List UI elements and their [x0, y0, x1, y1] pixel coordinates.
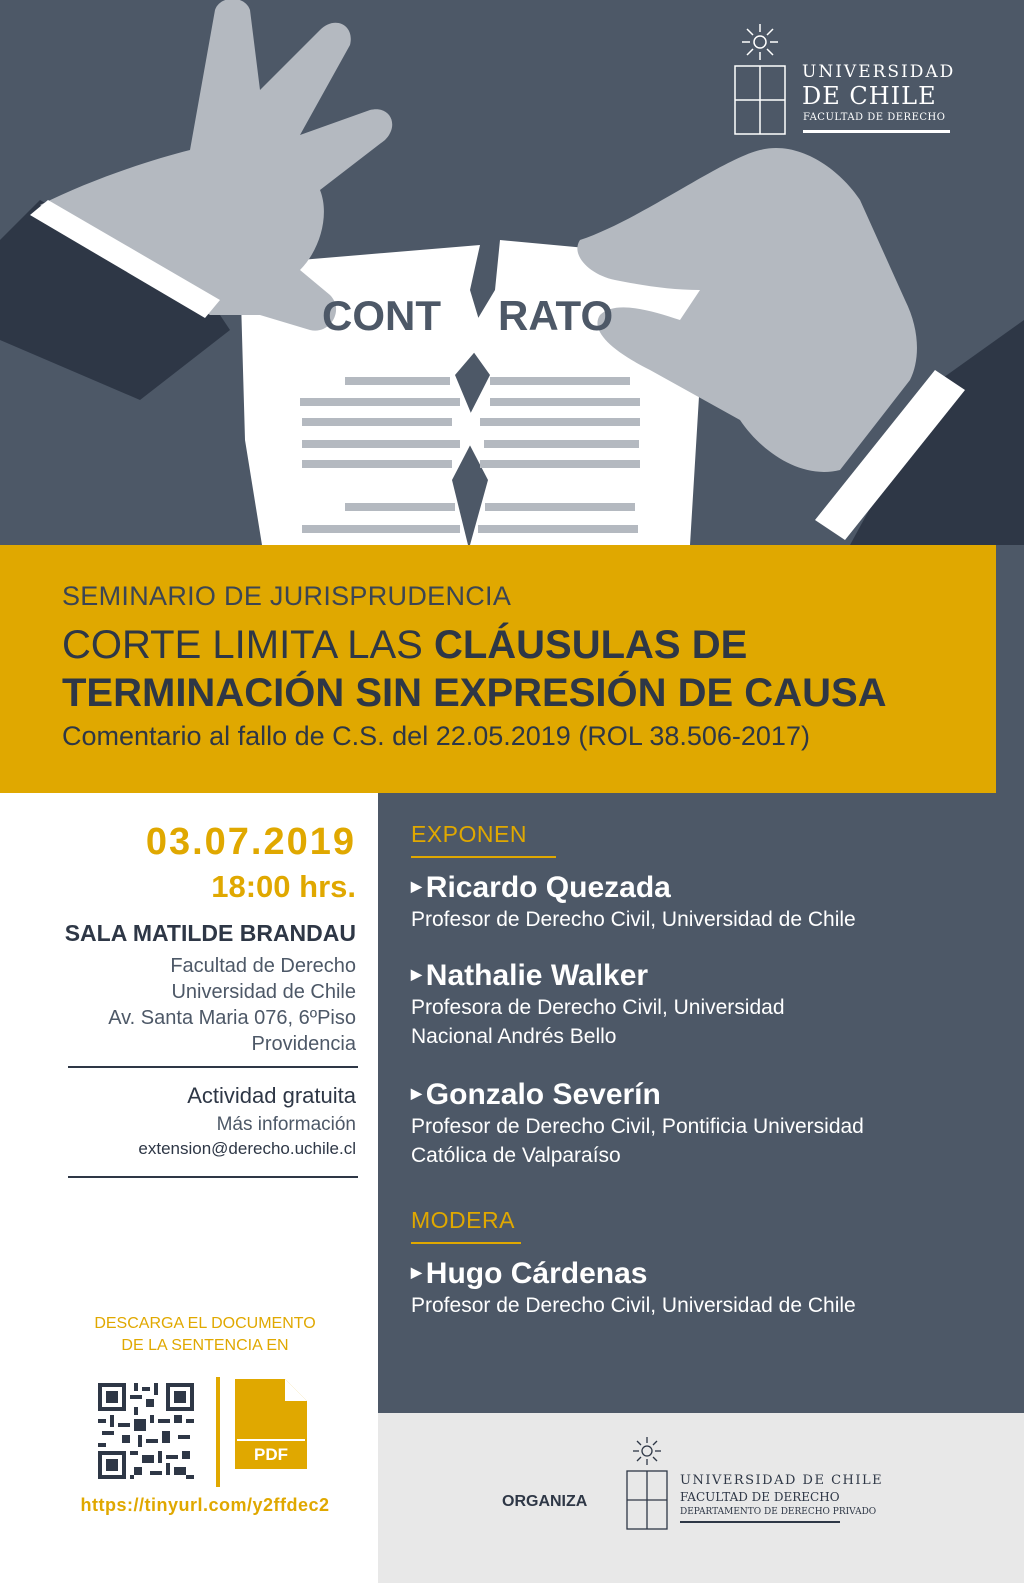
more-info-label: Más información	[216, 1114, 356, 1135]
moderator-heading: MODERA	[411, 1207, 515, 1233]
event-time: 18:00 hrs.	[211, 869, 356, 904]
download-divider	[216, 1377, 220, 1487]
pdf-label: PDF	[254, 1445, 288, 1464]
contract-word-left: CONT	[322, 292, 441, 339]
bullet-triangle-icon: ▶	[411, 965, 422, 982]
title-line1-light: CORTE LIMITA LAS	[62, 623, 434, 667]
download-line: DESCARGA EL DOCUMENTO	[94, 1315, 316, 1332]
seminar-subtitle: Comentario al fallo de C.S. del 22.05.2019 (ROL 38.506-2017)	[62, 721, 810, 751]
footer-line2: FACULTAD DE DERECHO	[680, 1490, 840, 1504]
speakers-heading: EXPONEN	[411, 821, 527, 847]
speaker-name: Nathalie Walker	[425, 959, 649, 992]
title-line1-bold: CLÁUSULAS DE	[433, 623, 748, 667]
footer-line3: DEPARTAMENTO DE DERECHO PRIVADO	[680, 1507, 877, 1517]
speaker-role: Profesor de Derecho Civil, Universidad de Chile	[411, 908, 856, 931]
logo-line3: FACULTAD DE DERECHO	[803, 112, 946, 123]
hero-illustration	[0, 0, 1024, 545]
speakers-heading-underline	[411, 856, 556, 858]
logo-line1: UNIVERSIDAD	[802, 62, 956, 82]
event-address	[108, 953, 356, 1057]
divider	[68, 1176, 358, 1178]
divider	[68, 1066, 358, 1068]
title-banner	[0, 545, 996, 793]
seminar-title	[62, 621, 887, 717]
event-details-column	[0, 793, 378, 1583]
university-crest-icon	[624, 1435, 670, 1535]
qr-code-icon[interactable]	[98, 1383, 194, 1479]
speaker-entry	[411, 871, 1011, 934]
moderator-entry	[411, 1257, 1011, 1320]
seminar-kicker: SEMINARIO DE JURISPRUDENCIA	[62, 581, 512, 611]
address-line: Av. Santa Maria 076, 6ºPiso	[108, 1007, 356, 1029]
event-venue: SALA MATILDE BRANDAU	[64, 920, 356, 946]
free-activity-label: Actividad gratuita	[187, 1083, 356, 1108]
moderator-role: Profesor de Derecho Civil, Universidad de Chile	[411, 1294, 856, 1317]
event-date: 03.07.2019	[145, 821, 356, 863]
download-line: DE LA SENTENCIA EN	[121, 1337, 289, 1354]
logo-underline	[803, 130, 950, 133]
contract-word-right: RATO	[498, 292, 614, 339]
bullet-triangle-icon: ▶	[411, 877, 422, 894]
speaker-name: Gonzalo Severín	[425, 1078, 661, 1111]
address-line: Facultad de Derecho	[170, 955, 356, 977]
speaker-entry	[411, 959, 1011, 1051]
footer-line1: UNIVERSIDAD DE CHILE	[680, 1473, 884, 1488]
university-logo	[730, 22, 956, 142]
bullet-triangle-icon: ▶	[411, 1084, 422, 1101]
download-url[interactable]: https://tinyurl.com/y2ffdec2	[80, 1495, 330, 1515]
download-text	[40, 1313, 370, 1357]
contact-email[interactable]: extension@derecho.uchile.cl	[138, 1139, 356, 1158]
address-line: Providencia	[251, 1033, 356, 1055]
speaker-role: Profesor de Derecho Civil, Pontificia Universidad	[411, 1115, 864, 1138]
title-line2-bold: TERMINACIÓN SIN EXPRESIÓN DE CAUSA	[62, 671, 887, 715]
organiza-label: ORGANIZA	[502, 1493, 588, 1510]
moderator-name: Hugo Cárdenas	[425, 1257, 648, 1290]
organizer-footer	[378, 1413, 1024, 1583]
speaker-role: Profesora de Derecho Civil, Universidad	[411, 996, 785, 1019]
moderator-heading-underline	[411, 1242, 521, 1244]
speakers-column	[378, 793, 1024, 1413]
speaker-name: Ricardo Quezada	[425, 871, 671, 904]
speaker-role: Católica de Valparaíso	[411, 1144, 621, 1167]
speaker-entry	[411, 1078, 1011, 1170]
logo-line2: DE CHILE	[802, 82, 937, 110]
bullet-triangle-icon: ▶	[411, 1263, 422, 1280]
footer-underline	[680, 1521, 840, 1523]
address-line: Universidad de Chile	[171, 981, 356, 1003]
university-crest-icon	[730, 22, 790, 137]
speaker-role: Nacional Andrés Bello	[411, 1025, 617, 1048]
